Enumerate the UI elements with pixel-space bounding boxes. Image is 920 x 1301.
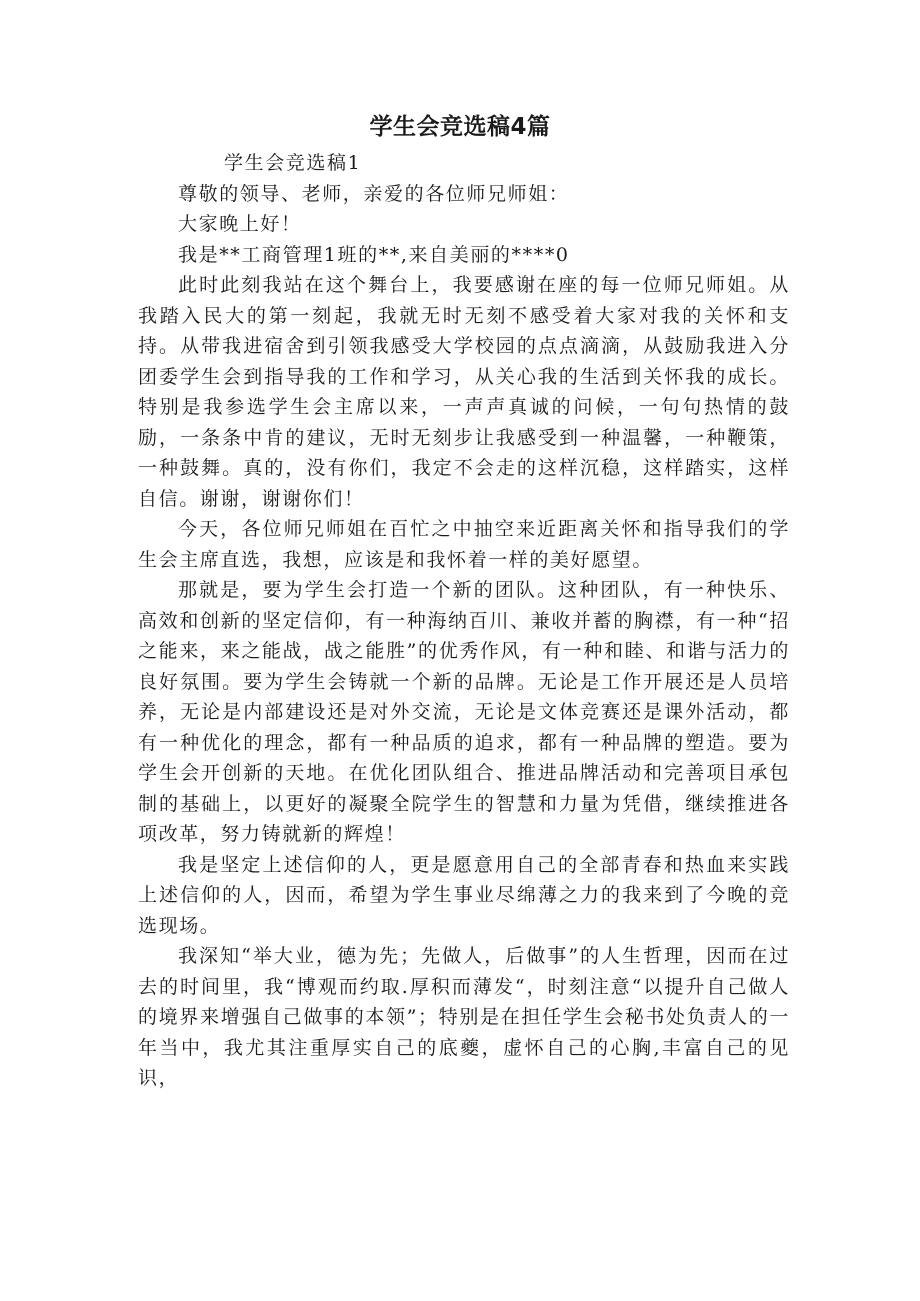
salutation-paragraph: 尊敬的领导、老师，亲爱的各位师兄师姐： [178, 182, 570, 205]
body-paragraph: 我深知“举大业，德为先；先做人，后做事”的人生哲理，因而在过去的时间里，我“博观而约取.厚积而薄发“，时刻注意“以提升自己做人的境界来增强自己做事的本领”；特别是在担任学生会秘书处负责人的一年当中，我尤其注重厚实自己的底夔，虚怀自己的心胸,丰富自己的见识， [138, 945, 790, 1089]
self-introduction-paragraph: 我是**工商管理1班的**,来自美丽的****0 [178, 243, 570, 266]
body-paragraph: 此时此刻我站在这个舞台上，我要感谢在座的每一位师兄师姐。从我踏入民大的第一刻起，我就无时无刻不感受着大家对我的关怀和支持。从带我进宿舍到引领我感受大学校园的点点滴滴，从鼓励我进入分团委学生会到指导我的工作和学习，从关心我的生活到关怀我的成长。特别是我参选学生会主席以来，一声声真诚的问候，一句句热情的鼓励，一条条中肯的建议，无时无刻步让我感受到一种温馨，一种鞭策，一种鼓舞。真的，没有你们，我定不会走的这样沉稳，这样踏实，这样自信。谢谢，谢谢你们！ [138, 274, 790, 510]
body-paragraph: 我是坚定上述信仰的人，更是愿意用自己的全部青春和热血来实践上述信仰的人，因而，希望为学生事业尽绵薄之力的我来到了今晚的竞选现场。 [138, 853, 790, 937]
document-title: 学生会竞选稿4篇 [369, 114, 551, 140]
section-heading: 学生会竞选稿1 [224, 152, 362, 174]
document-body [138, 148, 790, 1094]
greeting-paragraph: 大家晚上好！ [178, 213, 302, 235]
body-paragraph: 那就是，要为学生会打造一个新的团队。这种团队，有一种快乐、高效和创新的坚定信仰，有一种海纳百川、兼收并蓄的胸襟，有一种“招之能来，来之能战，战之能胜”的优秀作风，有一种和睦、和谐与活力的良好氛围。要为学生会铸就一个新的品牌。无论是工作开展还是人员培养，无论是内部建设还是对外交流，无论是文体竞赛还是课外活动，都有一种优化的理念，都有一种品质的追求，都有一种品牌的塑造。要为学生会开创新的天地。在优化团队组合、推进品牌活动和完善项目承包制的基础上，以更好的凝聚全院学生的智慧和力量为凭借，继续推进各项改革，努力铸就新的辉煌！ [138, 579, 790, 845]
body-paragraph: 今天，各位师兄师姐在百忙之中抽空来近距离关怀和指导我们的学生会主席直选，我想，应该是和我怀着一样的美好愿望。 [138, 518, 790, 571]
